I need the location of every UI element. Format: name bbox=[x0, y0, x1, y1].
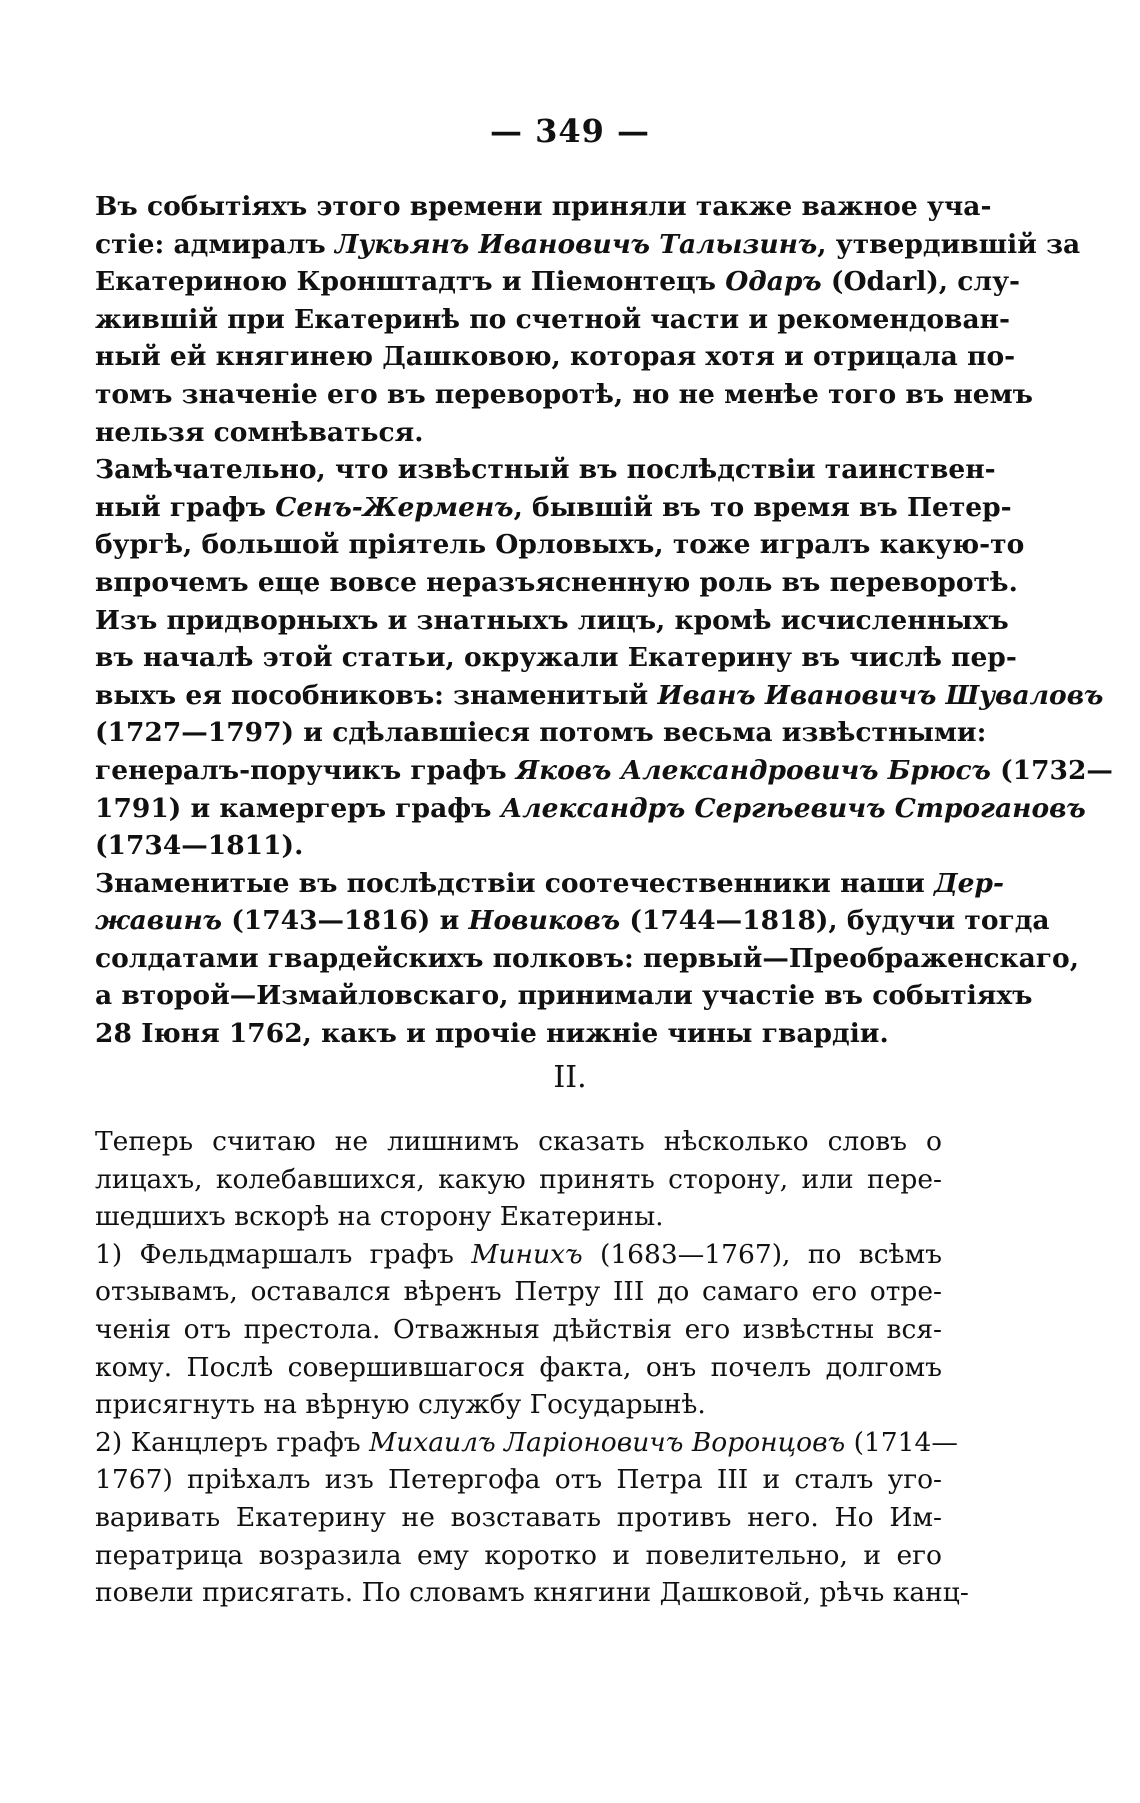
text-line bbox=[95, 714, 987, 752]
text-segment: Замѣчательно, что извѣстный въ послѣдствіи таинствен- bbox=[95, 454, 996, 486]
text-segment: Изъ придворныхъ и знатныхъ лицъ, кромѣ исчисленныхъ bbox=[95, 604, 1009, 636]
italic-name: Александръ Сергѣевичъ Строгановъ bbox=[500, 792, 1086, 824]
text-segment: нельзя сомнѣваться. bbox=[95, 416, 424, 448]
text-line bbox=[95, 977, 1033, 1015]
text-line bbox=[95, 677, 1104, 715]
text-segment: генералъ-поручикъ графъ bbox=[95, 754, 516, 786]
text-line bbox=[95, 489, 1012, 527]
text-line bbox=[95, 827, 942, 865]
text-segment: (1683—1767), по всѣмъ bbox=[582, 1238, 942, 1270]
text-line bbox=[95, 1537, 942, 1575]
text-segment: кому. Послѣ совершившагося факта, онъ почелъ долгомъ bbox=[95, 1351, 942, 1383]
text-segment: (1743—1816) и bbox=[222, 905, 469, 937]
text-line bbox=[95, 902, 1050, 940]
text-segment: отзывамъ, оставался вѣренъ Петру III до самаго его отре- bbox=[95, 1276, 942, 1308]
italic-name: Новиковъ bbox=[468, 905, 621, 937]
text-segment: выхъ ея пособниковъ: знаменитый bbox=[95, 679, 658, 711]
text-line bbox=[95, 865, 1004, 903]
text-segment: (1727—1797) и сдѣлавшіеся потомъ весьма извѣстными: bbox=[95, 717, 987, 749]
text-line bbox=[95, 639, 1017, 677]
text-line bbox=[95, 1499, 942, 1537]
italic-name: Лукьянъ Ивановичъ Талызинъ bbox=[334, 228, 818, 260]
text-line bbox=[95, 1424, 958, 1462]
text-line bbox=[95, 188, 992, 226]
text-segment: повели присягать. По словамъ княгини Дашковой, рѣчь канц- bbox=[95, 1577, 969, 1609]
section-1-text bbox=[95, 188, 1113, 1053]
italic-name: Дер- bbox=[934, 867, 1004, 899]
italic-name: Михаилъ Ларіоновичъ Воронцовъ bbox=[369, 1426, 846, 1458]
text-segment: лицахъ, колебавшихся, какую принять сторону, или пере- bbox=[95, 1163, 942, 1195]
italic-name: Яковъ Александровичъ Брюсъ bbox=[515, 754, 991, 786]
text-segment: Теперь считаю не лишнимъ сказать нѣсколько словъ о bbox=[95, 1126, 942, 1157]
text-segment: (1744—1818), будучи тогда bbox=[620, 905, 1050, 937]
text-line bbox=[95, 1273, 942, 1311]
text-line bbox=[95, 1461, 942, 1499]
text-line bbox=[95, 790, 1086, 828]
text-segment: шедшихъ вскорѣ на сторону Екатерины. bbox=[95, 1201, 664, 1233]
italic-name: Иванъ Ивановичъ Шуваловъ bbox=[657, 679, 1104, 711]
italic-name: Одаръ bbox=[725, 266, 822, 298]
text-segment: (1732— bbox=[990, 754, 1113, 786]
text-segment: жившій при Екатеринѣ по счетной части и рекомендован- bbox=[95, 303, 1011, 335]
text-line bbox=[95, 1015, 942, 1053]
text-segment: 28 Іюня 1762, какъ и прочіе нижніе чины гвардіи. bbox=[95, 1018, 889, 1050]
text-line bbox=[95, 338, 1016, 376]
text-line bbox=[95, 1349, 942, 1387]
text-line bbox=[95, 1161, 942, 1199]
text-segment: 1791) и камергеръ графъ bbox=[95, 792, 501, 824]
italic-name: Минихъ bbox=[471, 1238, 583, 1270]
italic-name: жавинъ bbox=[95, 905, 223, 937]
text-segment: , утвердившій за bbox=[817, 228, 1081, 260]
text-line bbox=[95, 301, 1011, 339]
text-segment: 2) Канцлеръ графъ bbox=[95, 1426, 370, 1458]
section-2-text bbox=[95, 1123, 969, 1612]
text-segment: а второй—Измайловскаго, принимали участіе въ событіяхъ bbox=[95, 980, 1033, 1012]
text-line bbox=[95, 526, 1025, 564]
text-segment: ператрица возразила ему коротко и повелительно, и его bbox=[95, 1539, 942, 1571]
page-number: — 349 — bbox=[489, 112, 651, 150]
text-segment: бургѣ, большой пріятель Орловыхъ, тоже игралъ какую-то bbox=[95, 529, 1025, 561]
text-segment: впрочемъ еще вовсе неразъясненную роль въ переворотѣ. bbox=[95, 566, 1018, 598]
text-segment: ный ей княгинею Дашковою, которая хотя и отрицала по- bbox=[95, 341, 1016, 373]
text-segment: варивать Екатерину не возставать противъ него. Но Им- bbox=[95, 1501, 942, 1533]
text-segment: , бывшій въ то время въ Петер- bbox=[513, 491, 1012, 523]
text-line bbox=[95, 376, 1033, 414]
text-segment: ченія отъ престола. Отважныя дѣйствія его извѣстны вся- bbox=[95, 1313, 942, 1345]
text-line bbox=[95, 226, 1081, 264]
text-line bbox=[95, 451, 996, 489]
text-line bbox=[95, 602, 1009, 640]
text-line bbox=[95, 940, 1079, 978]
text-segment: присягнуть на вѣрную службу Государынѣ. bbox=[95, 1389, 706, 1421]
text-segment: 1) Фельдмаршалъ графъ bbox=[95, 1238, 472, 1270]
text-line bbox=[95, 263, 1021, 301]
italic-name: Сенъ-Жерменъ bbox=[275, 491, 514, 523]
text-segment: Знаменитые въ послѣдствіи соотечественники наши bbox=[95, 867, 934, 899]
text-segment: 1767) пріѣхалъ изъ Петергофа отъ Петра III и сталъ уго- bbox=[95, 1464, 942, 1496]
text-line bbox=[95, 752, 1113, 790]
text-line bbox=[95, 1574, 969, 1612]
text-line bbox=[95, 564, 1018, 602]
text-line bbox=[95, 414, 942, 452]
text-segment: Въ событіяхъ этого времени приняли также важное уча- bbox=[95, 191, 992, 222]
text-line bbox=[95, 1236, 942, 1274]
text-segment: солдатами гвардейскихъ полковъ: первый—Преображенскаго, bbox=[95, 942, 1079, 974]
text-line bbox=[95, 1311, 942, 1349]
text-segment: стіе: адмиралъ bbox=[95, 228, 335, 260]
text-line bbox=[95, 1198, 942, 1236]
text-line bbox=[95, 1386, 942, 1424]
text-segment: томъ значеніе его въ переворотѣ, но не менѣе того въ немъ bbox=[95, 378, 1033, 410]
text-segment: (1714— bbox=[845, 1426, 958, 1458]
text-segment: въ началѣ этой статьи, окружали Екатерину въ числѣ пер- bbox=[95, 642, 1017, 674]
text-segment: (1734—1811). bbox=[95, 830, 304, 862]
text-segment: ный графъ bbox=[95, 491, 276, 523]
text-segment: (Odarl), слу- bbox=[821, 266, 1021, 298]
text-segment: Екатериною Кронштадтъ и Піемонтецъ bbox=[95, 266, 726, 298]
text-line bbox=[95, 1123, 942, 1161]
section-heading: II. bbox=[553, 1060, 587, 1095]
